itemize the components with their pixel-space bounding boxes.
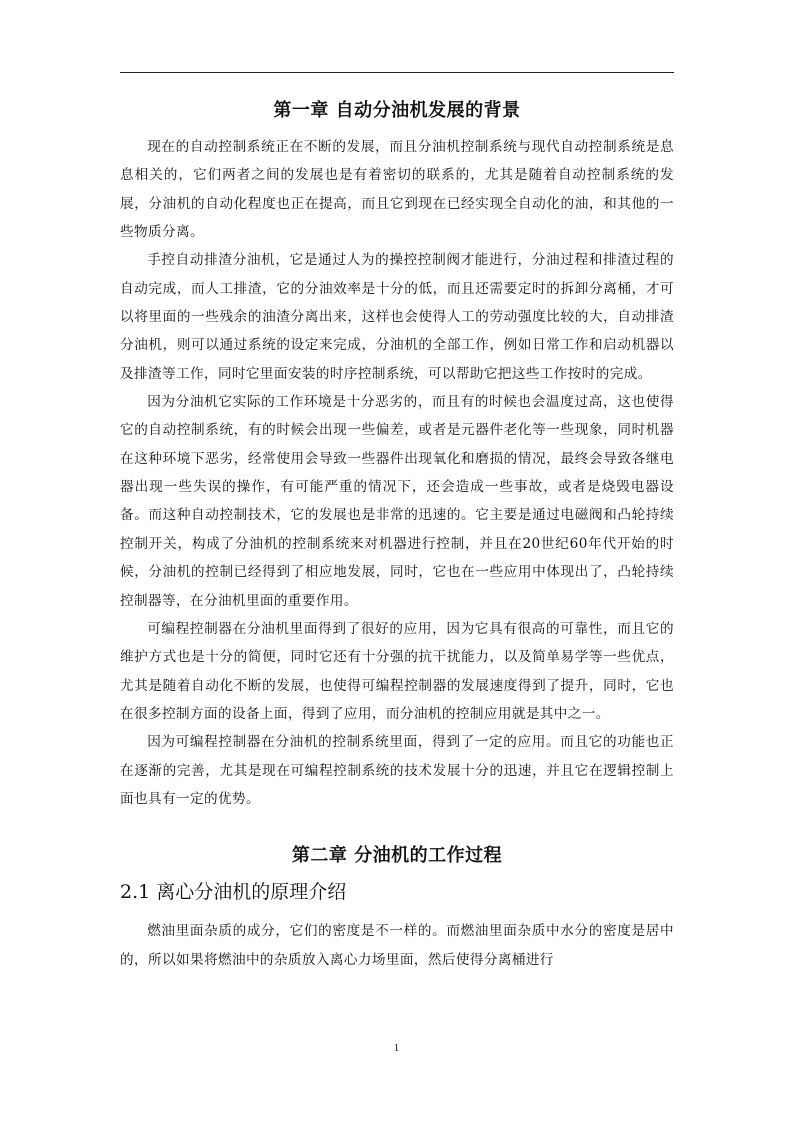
section-2-1-title: 2.1 离心分油机的原理介绍 [120, 881, 347, 904]
chapter-1-paragraph: 因为可编程控制器在分油机的控制系统里面，得到了一定的应用。而且它的功能也正在逐渐的完善，尤其是现在可编程控制系统的技术发展十分的迅速，并且它在逻辑控制上面也具有一定的优势。 [120, 734, 674, 807]
header-rule [120, 72, 674, 73]
page-number: 1 [393, 1042, 400, 1054]
chapter-2-title: 第二章 分油机的工作过程 [291, 845, 503, 867]
chapter-1-paragraph: 因为分油机它实际的工作环境是十分恶劣的，而且有的时候也会温度过高，这也使得它的自动控制系统，有的时候会出现一些偏差，或者是元器件老化等一些现象，同时机器在这种环境下恶劣，经常使用会导致一些器件出现氧化和磨损的情况，最终会导致各继电器出现一些失误的操作，有可能严重的情况下，还会造成一些事故，或者是烧毁电器设备。而这种自动控制技术，它的发展也是非常的迅速的。它主要是通过电磁阀和凸轮持续控制开关，构成了分油机的控制系统来对机器进行控制，并且在20世纪60年代开始的时候，分油机的控制已经得到了相应地发展，同时，它也在一些应用中体现出了，凸轮持续控制器等，在分油机里面的重要作用。 [120, 394, 674, 609]
chapter-1-paragraph: 可编程控制器在分油机里面得到了很好的应用，因为它具有很高的可靠性，而且它的维护方式也是十分的简便，同时它还有十分强的抗干扰能力，以及简单易学等一些优点，尤其是随着自动化不断的发展，也使得可编程控制器的发展速度得到了提升，同时，它也在很多控制方面的设备上面，得到了应用，而分油机的控制应用就是其中之一。 [120, 620, 674, 722]
chapter-2-paragraph: 燃油里面杂质的成分，它们的密度是不一样的。而燃油里面杂质中水分的密度是居中的，所以如果将燃油中的杂质放入离心力场里面，然后使得分离桶进行 [120, 923, 674, 968]
chapter-1-paragraph: 现在的自动控制系统正在不断的发展，而且分油机控制系统与现代自动控制系统是息息相关的，它们两者之间的发展也是有着密切的联系的，尤其是随着自动控制系统的发展，分油机的自动化程度也正在提高，而且它到现在已经实现全自动化的油，和其他的一些物质分离。 [120, 139, 674, 241]
chapter-1-title: 第一章 自动分油机发展的背景 [273, 100, 521, 121]
page-content [120, 98, 674, 974]
chapter-1-paragraph: 手控自动排渣分油机，它是通过人为的操控控制阀才能进行，分油过程和排渣过程的自动完成，而人工排渣，它的分油效率是十分的低，而且还需要定时的拆卸分离桶，才可以将里面的一些残余的油渣分离出来，这样也会使得人工的劳动强度比较的大，自动排渣分油机，则可以通过系统的设定来完成，分油机的全部工作，例如日常工作和启动机器以及排渣等工作，同时它里面安装的时序控制系统，可以帮助它把这些工作按时的完成。 [120, 252, 674, 382]
